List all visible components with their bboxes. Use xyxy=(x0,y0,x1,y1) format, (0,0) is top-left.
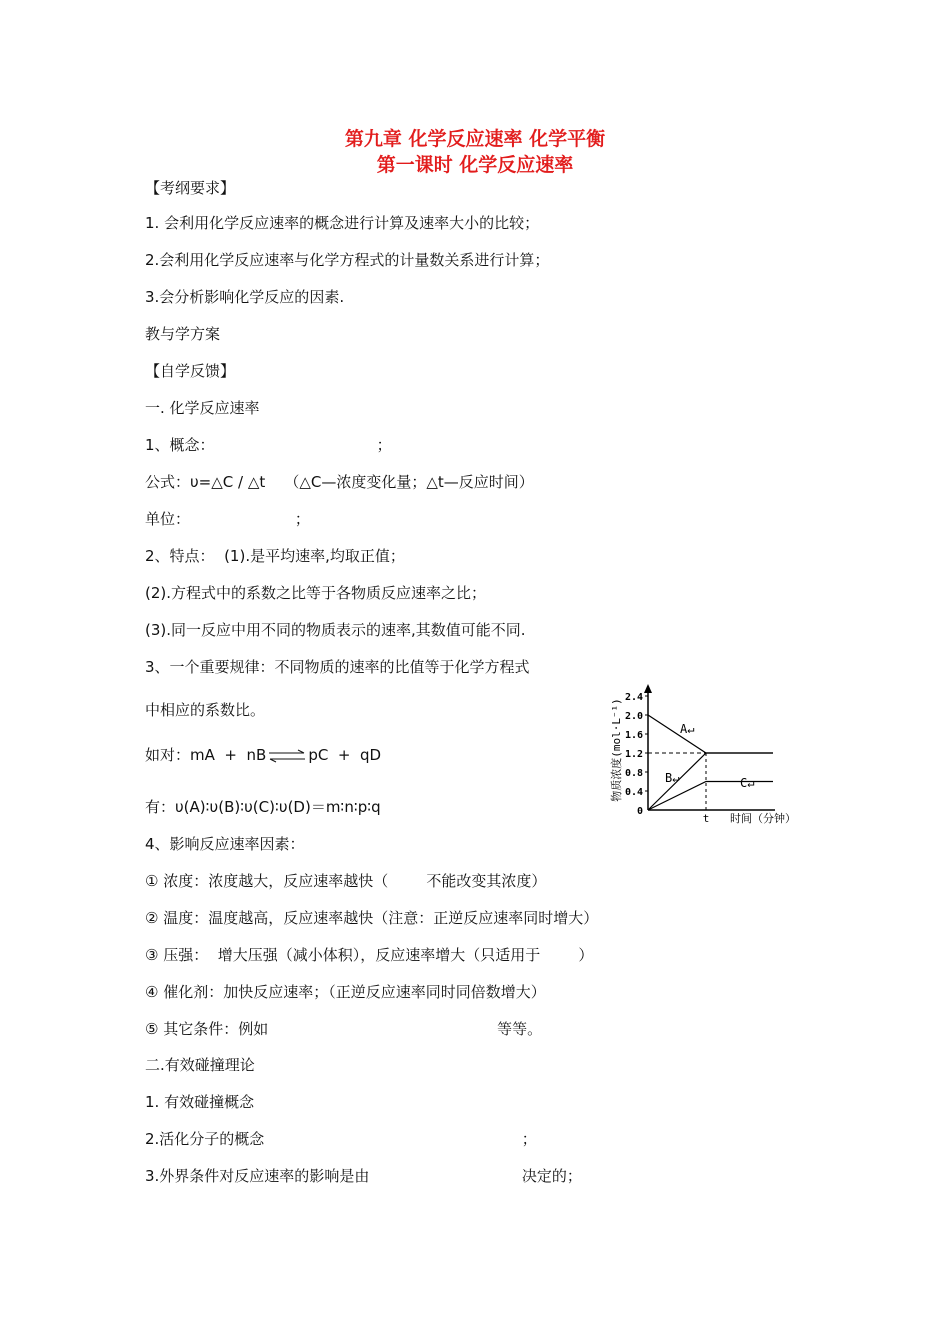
y-tick-label: 0 xyxy=(636,806,643,817)
series-label-c: C↵ xyxy=(740,776,755,790)
text-line: 教与学方案 xyxy=(145,325,221,343)
x-axis-label: 时间（分钟） xyxy=(730,812,796,825)
equation-left: 如对：mA + nB xyxy=(145,746,267,764)
text-line: 4、影响反应速率因素： xyxy=(145,835,305,853)
text-line: 1. 会利用化学反应速率的概念进行计算及速率大小的比较； xyxy=(145,214,540,232)
text-line: 2、特点： (1).是平均速率,均取正值； xyxy=(145,547,405,565)
text-line: 1、概念： ； xyxy=(145,436,392,454)
section-heading-collision: 二.有效碰撞理论 xyxy=(145,1056,255,1074)
text-line: 3.会分析影响化学反应的因素. xyxy=(145,288,345,306)
reaction-equation xyxy=(145,745,381,765)
text-line: 3、一个重要规律：不同物质的速率的比值等于化学方程式 xyxy=(145,658,530,676)
text-line: 3.外界条件对反应速率的影响是由 决定的； xyxy=(145,1167,582,1185)
text-line: 有：υ(A)∶υ(B)∶υ(C)∶υ(D)＝m∶n∶p∶q xyxy=(145,798,381,816)
chapter-title: 第九章 化学反应速率 化学平衡 xyxy=(344,128,606,150)
series-label-b: B↵ xyxy=(665,771,680,785)
y-tick-label: 1.2 xyxy=(624,749,643,760)
text-line: ④ 催化剂：加快反应速率；（正逆反应速率同时同倍数增大） xyxy=(145,983,546,1001)
text-line: ② 温度：温度越高，反应速率越快（注意：正逆反应速率同时增大） xyxy=(145,909,599,927)
text-line: ① 浓度：浓度越大，反应速率越快（ 不能改变其浓度） xyxy=(145,872,547,890)
reversible-arrow-icon xyxy=(268,749,306,763)
equation-right: pC + qD xyxy=(308,746,382,764)
text-line: (2).方程式中的系数之比等于各物质反应速率之比； xyxy=(145,584,487,602)
text-line: 2.会利用化学反应速率与化学方程式的计量数关系进行计算； xyxy=(145,251,550,269)
text-line: 2.活化分子的概念 ； xyxy=(145,1130,537,1148)
y-tick-label: 0.4 xyxy=(624,787,643,798)
y-tick-label: 2.0 xyxy=(624,711,643,722)
y-tick-label: 2.4 xyxy=(624,692,643,703)
y-axis-label: 物质浓度(mol·L⁻¹) xyxy=(610,698,623,802)
text-line: 单位： ； xyxy=(145,510,310,528)
text-line: ③ 压强： 增大压强（减小体积），反应速率增大（只适用于 ） xyxy=(145,946,594,964)
section-heading-feedback: 【自学反馈】 xyxy=(145,362,236,380)
text-line: 中相应的系数比。 xyxy=(145,701,266,719)
text-line: 一. 化学反应速率 xyxy=(145,399,260,417)
section-heading-syllabus: 【考纲要求】 xyxy=(145,179,236,197)
text-line: ⑤ 其它条件：例如 等等。 xyxy=(145,1020,543,1038)
y-tick-label: 0.8 xyxy=(624,768,643,779)
y-axis-arrow-icon xyxy=(644,684,652,693)
series-line-a xyxy=(648,715,773,753)
lesson-title: 第一课时 化学反应速率 xyxy=(376,154,574,176)
text-line: 1. 有效碰撞概念 xyxy=(145,1093,255,1111)
text-line: (3).同一反应中用不同的物质表示的速率,其数值可能不同. xyxy=(145,621,526,639)
y-tick-label: 1.6 xyxy=(624,730,643,741)
concentration-time-chart xyxy=(600,678,830,833)
series-label-a: A↵ xyxy=(680,722,695,736)
x-tick-label: t xyxy=(702,812,710,825)
text-line: 公式：υ=△C / △t （△C—浓度变化量；△t—反应时间） xyxy=(145,473,534,491)
